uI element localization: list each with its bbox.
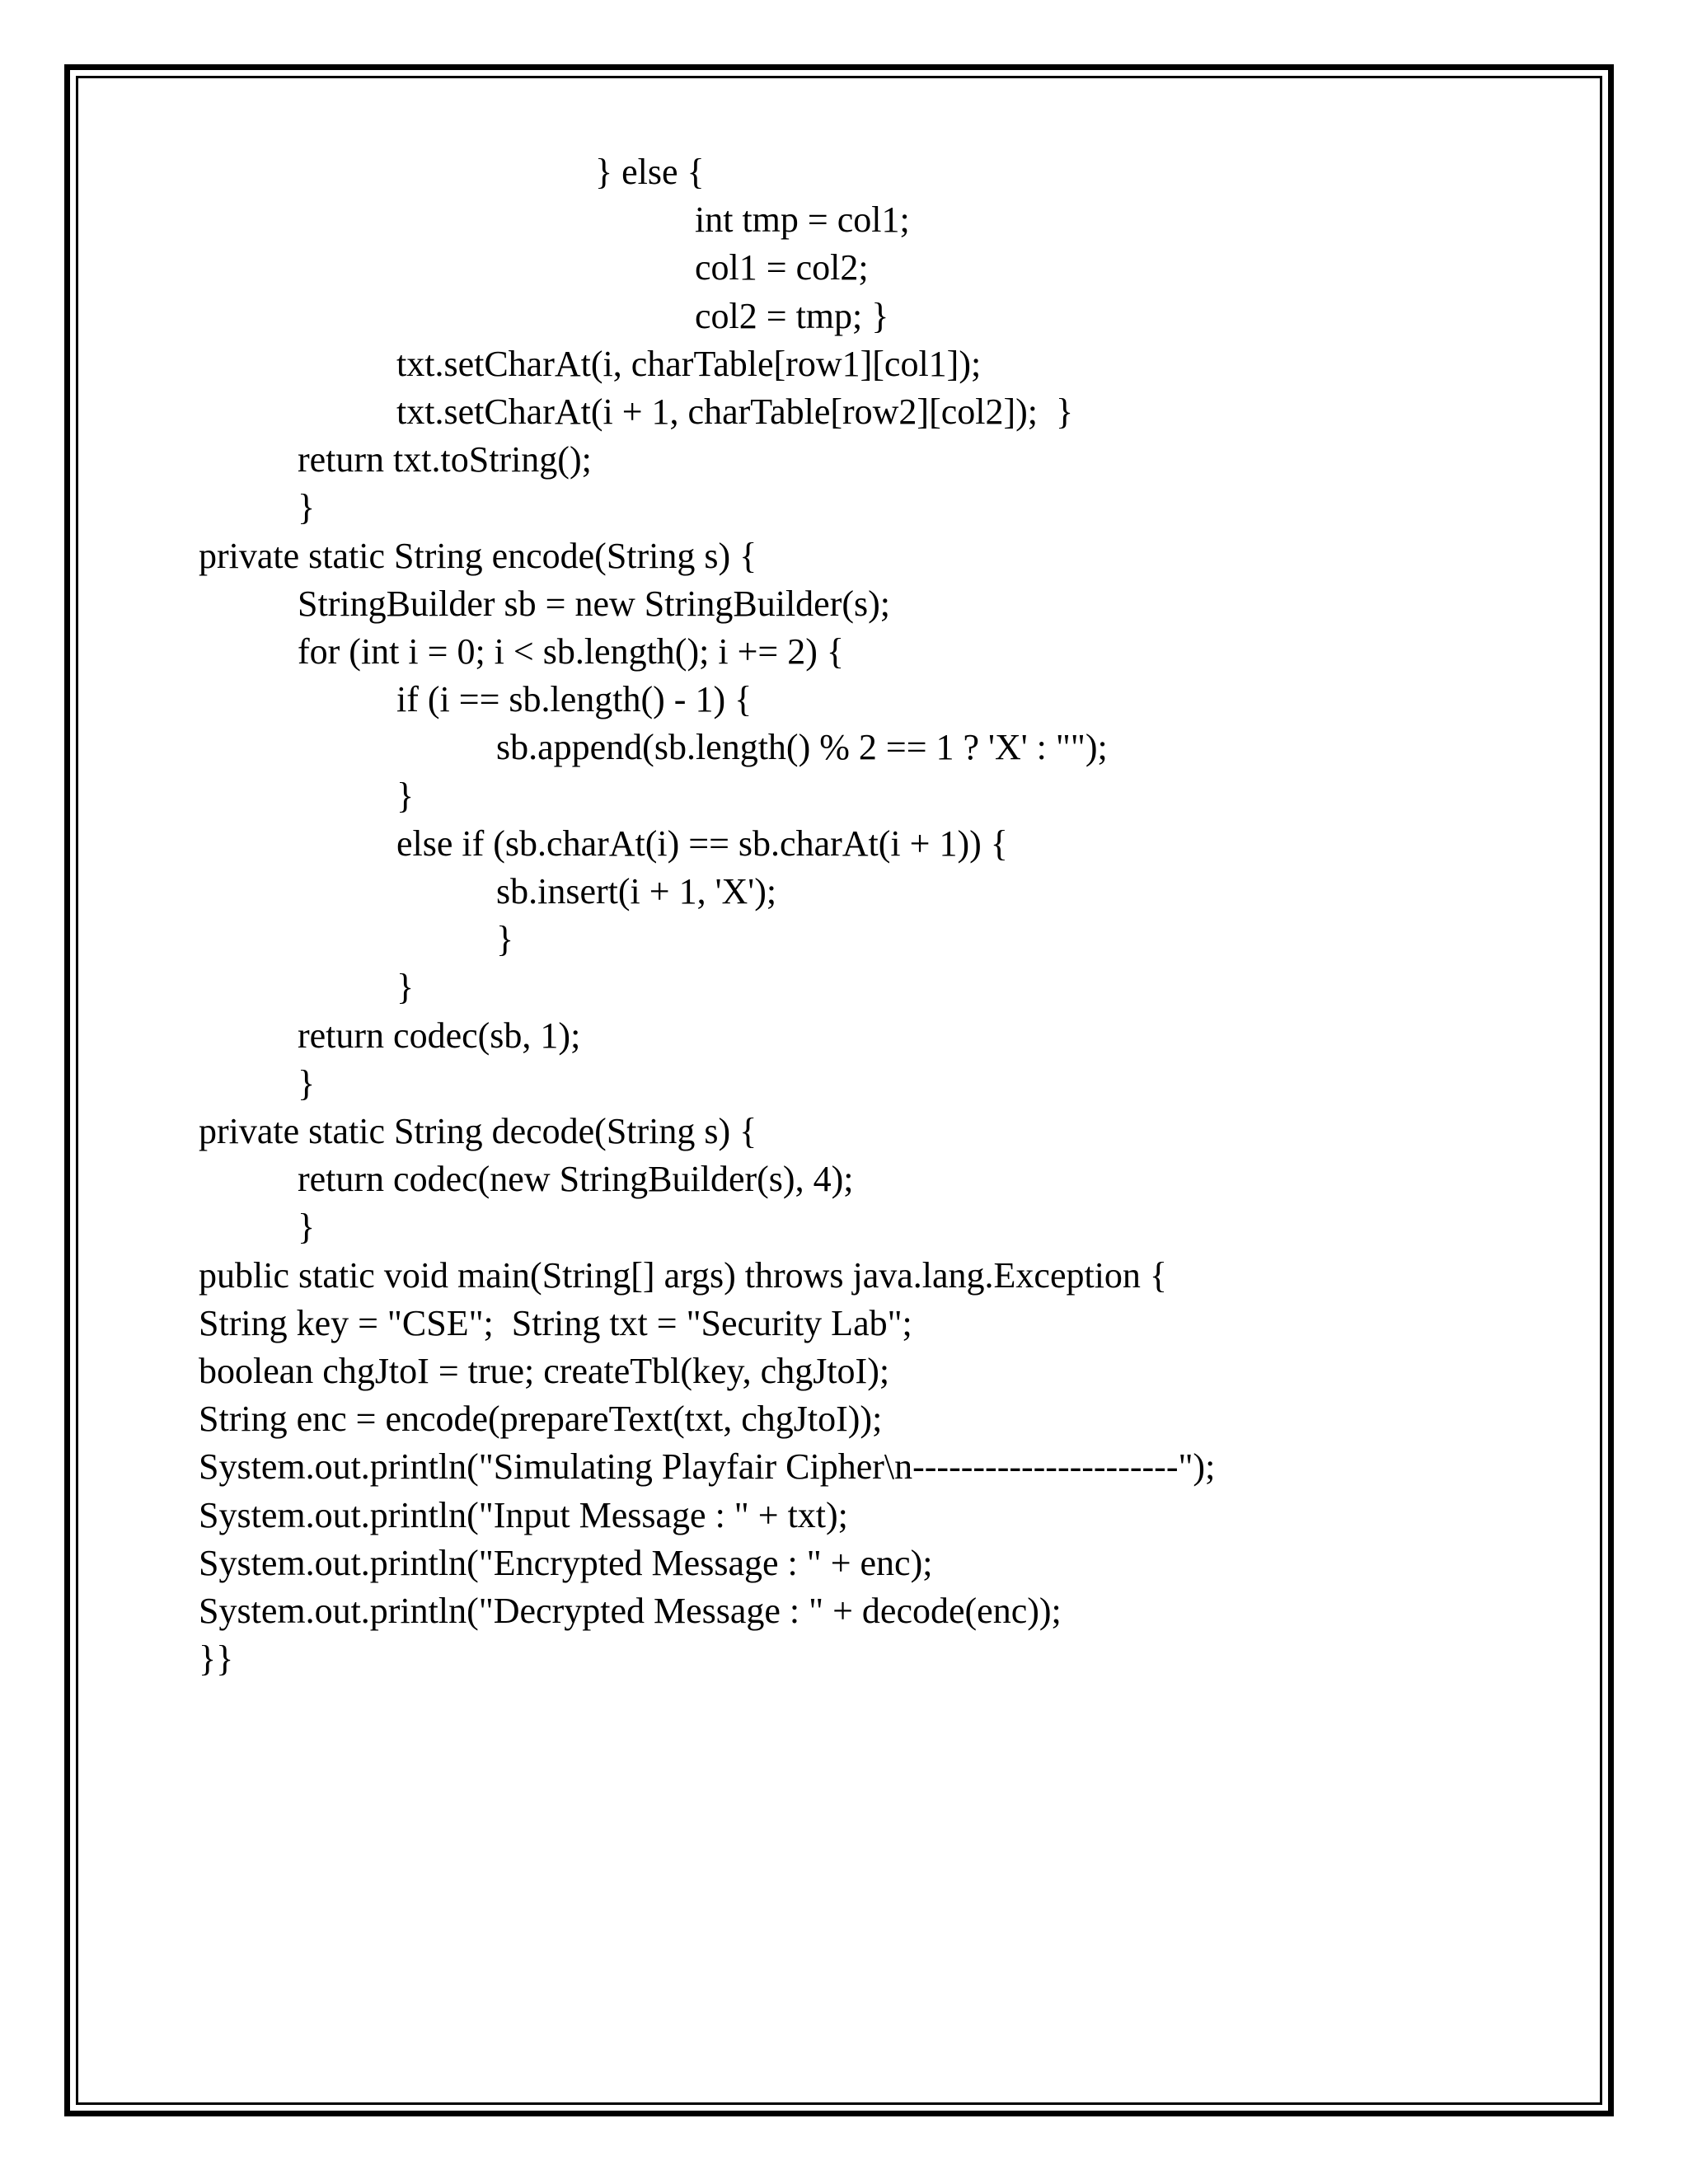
code-line: col1 = col2; xyxy=(695,247,869,288)
code-line: for (int i = 0; i < sb.length(); i += 2) { xyxy=(298,631,844,672)
code-line: System.out.println("Input Message : " + txt); xyxy=(199,1495,848,1535)
code-line: } xyxy=(298,487,316,527)
code-line: } xyxy=(496,919,514,959)
code-line: System.out.println("Simulating Playfair Cipher\n----------------------"); xyxy=(199,1446,1216,1487)
code-line: col2 = tmp; } xyxy=(695,296,889,336)
code-line: public static void main(String[] args) throws java.lang.Exception { xyxy=(199,1255,1168,1296)
code-line: private static String decode(String s) { xyxy=(199,1111,757,1151)
code-line: System.out.println("Decrypted Message : " + decode(enc)); xyxy=(199,1591,1062,1631)
code-line: } xyxy=(298,1063,316,1104)
code-line: else if (sb.charAt(i) == sb.charAt(i + 1)) { xyxy=(396,823,1008,864)
code-line: return codec(sb, 1); xyxy=(298,1015,581,1056)
code-line: boolean chgJtoI = true; createTbl(key, chgJtoI); xyxy=(199,1351,890,1391)
code-line: sb.append(sb.length() % 2 == 1 ? 'X' : ""); xyxy=(496,727,1108,767)
code-line: int tmp = col1; xyxy=(695,199,910,240)
code-line: } xyxy=(396,776,415,816)
code-line: } else { xyxy=(595,152,705,192)
code-line: txt.setCharAt(i, charTable[row1][col1]); xyxy=(396,344,982,384)
code-line: return codec(new StringBuilder(s), 4); xyxy=(298,1159,854,1199)
code-line: return txt.toString(); xyxy=(298,439,592,480)
code-line: } xyxy=(298,1207,316,1247)
code-line: private static String encode(String s) { xyxy=(199,536,757,576)
code-line: String key = "CSE"; String txt = "Security Lab"; xyxy=(199,1303,912,1343)
code-line: txt.setCharAt(i + 1, charTable[row2][col2]); } xyxy=(396,391,1074,432)
code-line: if (i == sb.length() - 1) { xyxy=(396,679,753,719)
code-line: String enc = encode(prepareText(txt, chgJtoI)); xyxy=(199,1399,883,1439)
code-line: StringBuilder sb = new StringBuilder(s); xyxy=(298,583,890,624)
code-line: System.out.println("Encrypted Message : " + enc); xyxy=(199,1543,933,1583)
code-line: }} xyxy=(199,1638,234,1679)
code-line: sb.insert(i + 1, 'X'); xyxy=(496,871,777,912)
code-line: } xyxy=(396,967,415,1007)
